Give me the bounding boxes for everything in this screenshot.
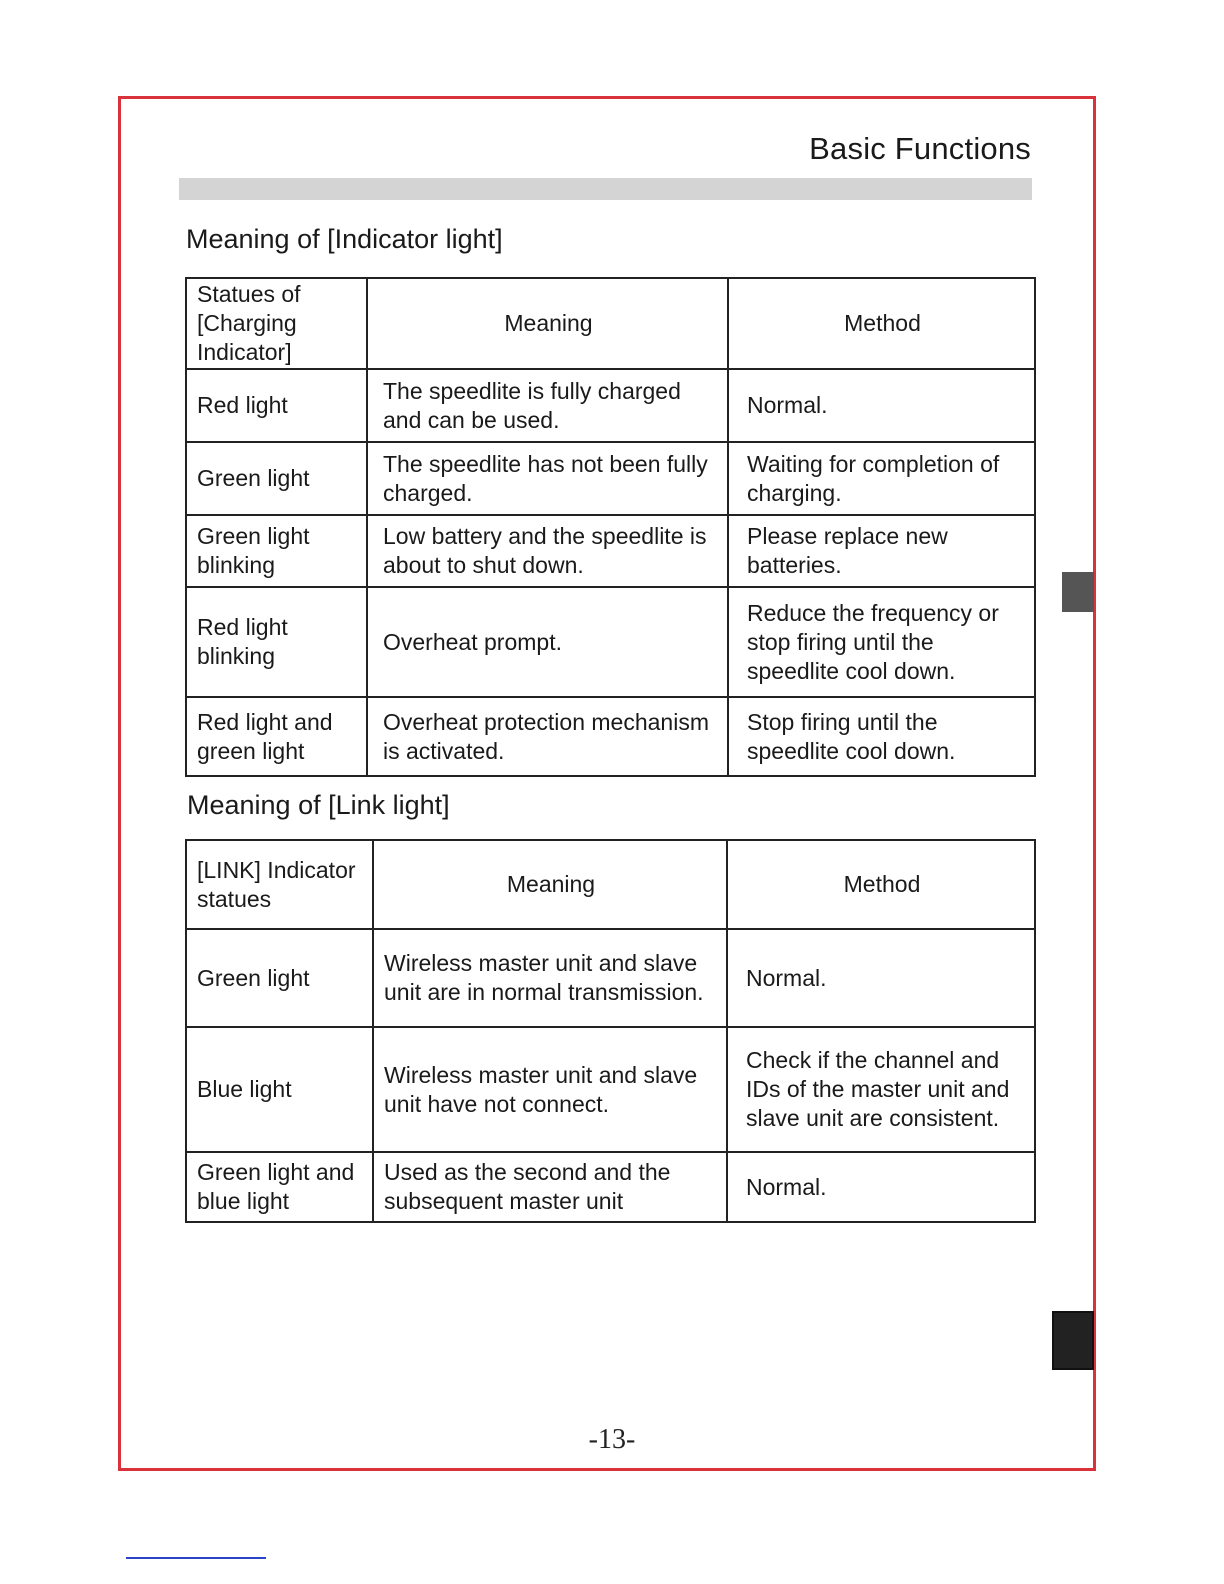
method-cell: Normal. [727, 929, 1035, 1027]
method-cell: Normal. [728, 369, 1035, 442]
table-header-row [186, 278, 1035, 369]
table-row [186, 697, 1035, 776]
table-row [186, 1027, 1035, 1152]
meaning-cell: The speedlite is fully charged and can be used. [367, 369, 728, 442]
link-section-title: Meaning of [Link light] [187, 790, 450, 820]
table-row [186, 1152, 1035, 1222]
table-row [186, 369, 1035, 442]
meaning-cell: The speedlite has not been fully charged. [367, 442, 728, 515]
status-cell: Green light [186, 929, 373, 1027]
status-cell: Blue light [186, 1027, 373, 1152]
method-cell: Normal. [727, 1152, 1035, 1222]
status-cell: Green light blinking [186, 515, 367, 587]
method-cell: Reduce the frequency or stop firing until the speedlite cool down. [728, 587, 1035, 697]
method-cell: Please replace new batteries. [728, 515, 1035, 587]
header-cell-method: Method [728, 278, 1035, 369]
header-divider-bar [179, 178, 1032, 200]
page-number: -13- [588, 1424, 636, 1455]
indicator-light-table [185, 277, 1036, 777]
header-cell-status: [LINK] Indicator statues [186, 840, 373, 929]
table-row [186, 515, 1035, 587]
chapter-tab-marker [1052, 1311, 1094, 1370]
meaning-cell: Used as the second and the subsequent master unit [373, 1152, 727, 1222]
meaning-cell: Overheat prompt. [367, 587, 728, 697]
header-cell-meaning: Meaning [373, 840, 727, 929]
page-header-title: Basic Functions [809, 131, 1031, 166]
status-cell: Red light blinking [186, 587, 367, 697]
table-header-row [186, 840, 1035, 929]
status-cell: Green light [186, 442, 367, 515]
header-cell-meaning: Meaning [367, 278, 728, 369]
method-cell: Check if the channel and IDs of the master unit and slave unit are consistent. [727, 1027, 1035, 1152]
status-cell: Red light and green light [186, 697, 367, 776]
indicator-section-title: Meaning of [Indicator light] [186, 224, 503, 254]
meaning-cell: Low battery and the speedlite is about to shut down. [367, 515, 728, 587]
header-cell-status: Statues of [Charging Indicator] [186, 278, 367, 369]
status-cell: Red light [186, 369, 367, 442]
table-row [186, 929, 1035, 1027]
link-light-table [185, 839, 1036, 1223]
header-cell-method: Method [727, 840, 1035, 929]
table-row [186, 442, 1035, 515]
status-cell: Green light and blue light [186, 1152, 373, 1222]
meaning-cell: Overheat protection mechanism is activated. [367, 697, 728, 776]
meaning-cell: Wireless master unit and slave unit are in normal transmission. [373, 929, 727, 1027]
footer-link-underline [126, 1557, 266, 1559]
meaning-cell: Wireless master unit and slave unit have not connect. [373, 1027, 727, 1152]
method-cell: Stop firing until the speedlite cool down. [728, 697, 1035, 776]
section-tab-marker [1062, 572, 1094, 612]
table-row [186, 587, 1035, 697]
method-cell: Waiting for completion of charging. [728, 442, 1035, 515]
